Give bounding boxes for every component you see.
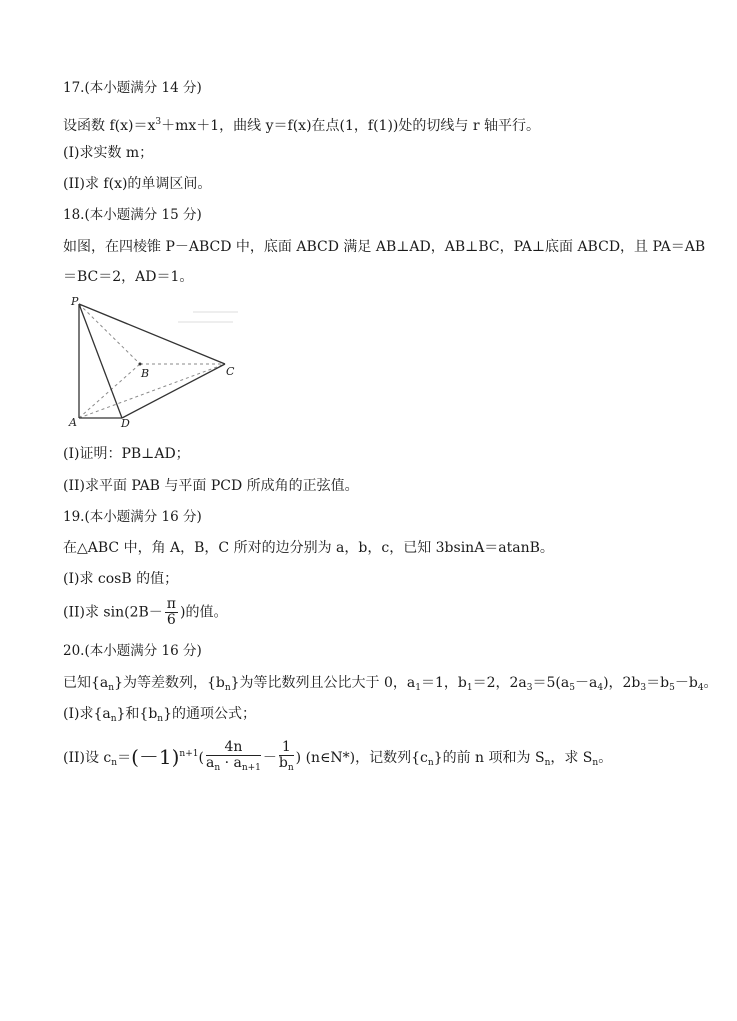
problem-20-part-1-text: }的通项公式； (163, 706, 257, 722)
label-A: A (69, 416, 77, 428)
problem-18-part-2: (II)求平面 PAB 与平面 PCD 所成角的正弦值。 (63, 478, 359, 494)
problem-18-stem-line-1: 如图，在四棱锥 P－ABCD 中，底面 ABCD 满足 AB⊥AD，AB⊥BC，PA⊥底面 ABCD，且 PA＝AB (63, 239, 706, 255)
visible-edges (79, 304, 225, 418)
problem-20-part-2: (II)设 $c_n=(-1)^{n+1}$( $\frac{4n}{a_n \cdot a_{n+1}}$ － $\frac{1}{b_n}$ ) (n∈N*)，记数列$\{c_n\}$的前 n 项和为 $S_n$，求 $S_n$。 (63, 740, 612, 776)
problem-17-part-2: (II)求 f(x)的单调区间。 (63, 176, 212, 192)
problem-20-part-1-text: }和{b (116, 706, 158, 722)
problem-20-stem-text: ＝2，2a (472, 675, 527, 691)
label-D: D (121, 417, 130, 428)
problem-20-stem-subscript: 4 (597, 683, 604, 693)
problem-20-part-1-subscript: n (157, 714, 164, 724)
problem-18-part-1: (I)证明：PB⊥AD； (63, 446, 190, 462)
problem-18-stem-line-2: ＝BC＝2，AD＝1。 (63, 269, 194, 285)
problem-20-stem-subscript: 3 (526, 683, 533, 693)
label-P: P (71, 295, 79, 308)
problem-20-stem-text: －b (674, 675, 698, 691)
problem-19-part-2: (II)求 sin(2B－ $\frac{\pi}{6}$ )的值。 (63, 596, 228, 628)
problem-20-header: 20.(本小题满分 16 分) (63, 643, 202, 659)
problem-20-stem-subscript: 5 (669, 683, 675, 693)
problem-20-stem-subscript: 1 (415, 683, 421, 693)
problem-20-stem (63, 674, 718, 697)
problem-20-part-1-subscript: n (110, 714, 117, 724)
fraction-4n: $\frac{4n}{a_n \cdot a_{n+1}}$ (205, 739, 261, 773)
problem-20-stem-subscript: n (224, 683, 231, 693)
problem-17-header: 17.(本小题满分 14 分) (63, 80, 202, 96)
label-C: C (226, 365, 235, 378)
problem-20-part-1-text: (I)求{a (63, 706, 111, 722)
pyramid-figure (63, 292, 243, 428)
problem-19-part-1: (I)求 cosB 的值； (63, 571, 179, 587)
pi-over-6-fraction: $\frac{\pi}{6}$ (166, 596, 176, 628)
problem-20-stem-subscript: 4 (697, 683, 704, 693)
problem-20-stem-text: ＝b (646, 675, 670, 691)
problem-20-stem-subscript: 5 (569, 683, 575, 693)
problem-20-stem-text: ＝5(a (532, 675, 570, 691)
problem-20-stem-text: 。 (703, 675, 718, 691)
fraction-1-over-bn: $\frac{1}{b_n}$ (278, 739, 294, 773)
problem-20-stem-text: }为等比数列且公比大于 0，a (230, 675, 416, 691)
problem-20-stem-subscript: 1 (466, 683, 473, 693)
problem-19-header: 19.(本小题满分 16 分) (63, 509, 202, 525)
problem-20-stem-subscript: 3 (640, 683, 647, 693)
problem-19-stem: 在△ABC 中，角 A，B，C 所对的边分别为 a，b，c，已知 3bsinA＝atanB。 (63, 540, 554, 556)
problem-17-part-1: (I)求实数 m； (63, 145, 154, 161)
problem-20-stem-text: }为等差数列，{b (114, 675, 225, 691)
problem-20-stem-text: －a (574, 675, 598, 691)
problem-20-stem-subscript: n (108, 683, 115, 693)
problem-20-part-1 (63, 705, 256, 728)
problem-18-header: 18.(本小题满分 15 分) (63, 207, 202, 223)
problem-20-stem-text: ＝1，b (421, 675, 467, 691)
problem-20-stem-text: 已知{a (63, 675, 109, 691)
label-B: B (141, 367, 150, 380)
problem-20-stem-text: )，2b (603, 675, 641, 691)
problem-17-stem: 设函数 $f(x)=x^3+mx+1$，曲线 y＝f(x)在点(1，f(1))处的切线与 r 轴平行。 (63, 117, 540, 134)
